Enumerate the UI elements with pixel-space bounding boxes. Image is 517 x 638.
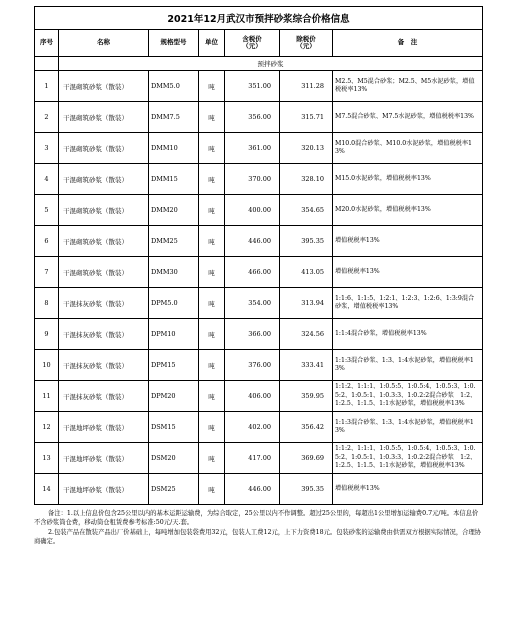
row-name: 干混抹灰砂浆（散装）	[59, 350, 149, 381]
row-index: 2	[35, 102, 59, 133]
row-unit: 吨	[199, 381, 225, 412]
header-tax-price: 含税价 （元）	[225, 30, 280, 57]
row-notax-price: 324.56	[280, 319, 333, 350]
row-index: 9	[35, 319, 59, 350]
row-remark: 1:1:3混合砂浆、1:3、1:4水泥砂浆，增值税税率13%	[333, 412, 483, 443]
row-remark: 1:1:3混合砂浆、1:3、1:4水泥砂浆，增值税税率13%	[333, 350, 483, 381]
table-row	[35, 102, 483, 133]
row-unit: 吨	[199, 474, 225, 505]
row-spec: DMM10	[149, 133, 199, 164]
row-index: 14	[35, 474, 59, 505]
header-unit: 单位	[199, 30, 225, 57]
row-name: 干混砌筑砂浆（散装）	[59, 195, 149, 226]
row-spec: DSM15	[149, 412, 199, 443]
row-spec: DSM20	[149, 443, 199, 474]
table-row	[35, 133, 483, 164]
header-spec: 规格型号	[149, 30, 199, 57]
row-tax-price: 370.00	[225, 164, 280, 195]
row-tax-price: 417.00	[225, 443, 280, 474]
header-notax-price: 除税价 （元）	[280, 30, 333, 57]
row-notax-price: 359.95	[280, 381, 333, 412]
row-index: 6	[35, 226, 59, 257]
table-row	[35, 319, 483, 350]
row-index: 10	[35, 350, 59, 381]
row-index: 3	[35, 133, 59, 164]
row-spec: DMM15	[149, 164, 199, 195]
footnote-1: 备注：1.以上信息价包含25公里以内的基本运距运输费，为综合取定，25公里以内不作调整。超过25公里的，每超出1公里增加运输费0.7元/吨。本信息价不含砂浆筒仓费，移动筒仓租赁费参考标准:50元/天.套。	[34, 510, 479, 527]
row-spec: DMM25	[149, 226, 199, 257]
row-unit: 吨	[199, 443, 225, 474]
row-index: 5	[35, 195, 59, 226]
table-row	[35, 71, 483, 102]
row-remark: 增值税税率13%	[333, 226, 483, 257]
row-spec: DPM15	[149, 350, 199, 381]
price-sheet	[34, 6, 482, 547]
row-notax-price: 395.35	[280, 226, 333, 257]
row-tax-price: 466.00	[225, 257, 280, 288]
row-notax-price: 311.28	[280, 71, 333, 102]
row-remark: 增值税税率13%	[333, 257, 483, 288]
row-tax-price: 400.00	[225, 195, 280, 226]
row-tax-price: 406.00	[225, 381, 280, 412]
row-spec: DPM20	[149, 381, 199, 412]
row-tax-price: 356.00	[225, 102, 280, 133]
table-row	[35, 164, 483, 195]
row-spec: DMM5.0	[149, 71, 199, 102]
table-row	[35, 474, 483, 505]
header-remark: 备 注	[333, 30, 483, 57]
row-spec: DMM20	[149, 195, 199, 226]
row-name: 干混抹灰砂浆（散装）	[59, 288, 149, 319]
row-remark: M10.0混合砂浆、M10.0水泥砂浆，增值税税率13%	[333, 133, 483, 164]
row-remark: M2.5、M5混合砂浆；M2.5、M5水泥砂浆，增值税税率13%	[333, 71, 483, 102]
row-notax-price: 333.41	[280, 350, 333, 381]
table-row	[35, 381, 483, 412]
footnotes	[34, 509, 482, 547]
footnote-2: 2.包装产品在散装产品出厂价基础上，每吨增加包装袋费用32元，包装人工费12元，上下力资费18元。包装砂浆的运输费由供需双方根据实际情况，合理协商确定。	[34, 528, 482, 546]
row-tax-price: 376.00	[225, 350, 280, 381]
table-row	[35, 257, 483, 288]
row-unit: 吨	[199, 288, 225, 319]
row-name: 干混砌筑砂浆（散装）	[59, 226, 149, 257]
row-spec: DPM10	[149, 319, 199, 350]
row-tax-price: 366.00	[225, 319, 280, 350]
row-notax-price: 320.13	[280, 133, 333, 164]
row-notax-price: 328.10	[280, 164, 333, 195]
row-spec: DSM25	[149, 474, 199, 505]
row-name: 干混砌筑砂浆（散装）	[59, 102, 149, 133]
row-notax-price: 313.94	[280, 288, 333, 319]
row-name: 干混地坪砂浆（散装）	[59, 412, 149, 443]
table-title: 2021年12月武汉市预拌砂浆综合价格信息	[35, 7, 483, 30]
row-remark: M7.5混合砂浆、M7.5水泥砂浆，增值税税率13%	[333, 102, 483, 133]
row-spec: DMM30	[149, 257, 199, 288]
row-index: 8	[35, 288, 59, 319]
table-row	[35, 226, 483, 257]
row-unit: 吨	[199, 412, 225, 443]
row-notax-price: 369.69	[280, 443, 333, 474]
row-index: 1	[35, 71, 59, 102]
row-remark: 1:1:2、1:1:1、1:0.5:5、1:0.5:4、1:0.5:3、1:0.5:2、1:0.5:1、1:0.3:3、1:0.2:2混合砂浆 1:2、1:2.5、1:1.5、1:1水泥砂浆，增值税税率13%	[333, 381, 483, 412]
row-tax-price: 446.00	[225, 474, 280, 505]
row-unit: 吨	[199, 226, 225, 257]
header-row	[35, 30, 483, 57]
header-name: 名称	[59, 30, 149, 57]
row-spec: DPM5.0	[149, 288, 199, 319]
row-remark: M15.0水泥砂浆，增值税税率13%	[333, 164, 483, 195]
row-name: 干混抹灰砂浆（散装）	[59, 381, 149, 412]
row-remark: M20.0水泥砂浆，增值税税率13%	[333, 195, 483, 226]
row-index: 7	[35, 257, 59, 288]
row-tax-price: 351.00	[225, 71, 280, 102]
price-table	[34, 6, 483, 505]
row-tax-price: 361.00	[225, 133, 280, 164]
row-unit: 吨	[199, 71, 225, 102]
table-row	[35, 195, 483, 226]
header-idx: 序号	[35, 30, 59, 57]
row-remark: 增值税税率13%	[333, 474, 483, 505]
table-row	[35, 443, 483, 474]
row-index: 4	[35, 164, 59, 195]
row-notax-price: 354.65	[280, 195, 333, 226]
row-index: 11	[35, 381, 59, 412]
row-unit: 吨	[199, 133, 225, 164]
row-remark: 1:1:4混合砂浆，增值税税率13%	[333, 319, 483, 350]
row-name: 干混地坪砂浆（散装）	[59, 474, 149, 505]
table-row	[35, 350, 483, 381]
row-name: 干混砌筑砂浆（散装）	[59, 133, 149, 164]
row-unit: 吨	[199, 102, 225, 133]
row-unit: 吨	[199, 319, 225, 350]
row-name: 干混地坪砂浆（散装）	[59, 443, 149, 474]
row-index: 12	[35, 412, 59, 443]
row-tax-price: 446.00	[225, 226, 280, 257]
section-blank	[35, 57, 59, 71]
row-remark: 1:1:6、1:1:5、1:2:1、1:2:3、1:2:6、1:3:9混合砂浆，增值税税率13%	[333, 288, 483, 319]
table-row	[35, 412, 483, 443]
section-label: 预拌砂浆	[59, 57, 483, 71]
row-notax-price: 315.71	[280, 102, 333, 133]
row-name: 干混抹灰砂浆（散装）	[59, 319, 149, 350]
row-index: 13	[35, 443, 59, 474]
row-name: 干混砌筑砂浆（散装）	[59, 71, 149, 102]
row-notax-price: 356.42	[280, 412, 333, 443]
row-tax-price: 354.00	[225, 288, 280, 319]
row-spec: DMM7.5	[149, 102, 199, 133]
row-tax-price: 402.00	[225, 412, 280, 443]
row-notax-price: 413.05	[280, 257, 333, 288]
row-unit: 吨	[199, 195, 225, 226]
row-unit: 吨	[199, 350, 225, 381]
row-remark: 1:1:2、1:1:1、1:0.5:5、1:0.5:4、1:0.5:3、1:0.5:2、1:0.5:1、1:0.3:3、1:0.2:2混合砂浆 1:2、1:2.5、1:1.5、1:1水泥砂浆，增值税税率13%	[333, 443, 483, 474]
row-notax-price: 395.35	[280, 474, 333, 505]
table-row	[35, 288, 483, 319]
row-unit: 吨	[199, 164, 225, 195]
row-unit: 吨	[199, 257, 225, 288]
row-name: 干混砌筑砂浆（散装）	[59, 257, 149, 288]
row-name: 干混砌筑砂浆（散装）	[59, 164, 149, 195]
